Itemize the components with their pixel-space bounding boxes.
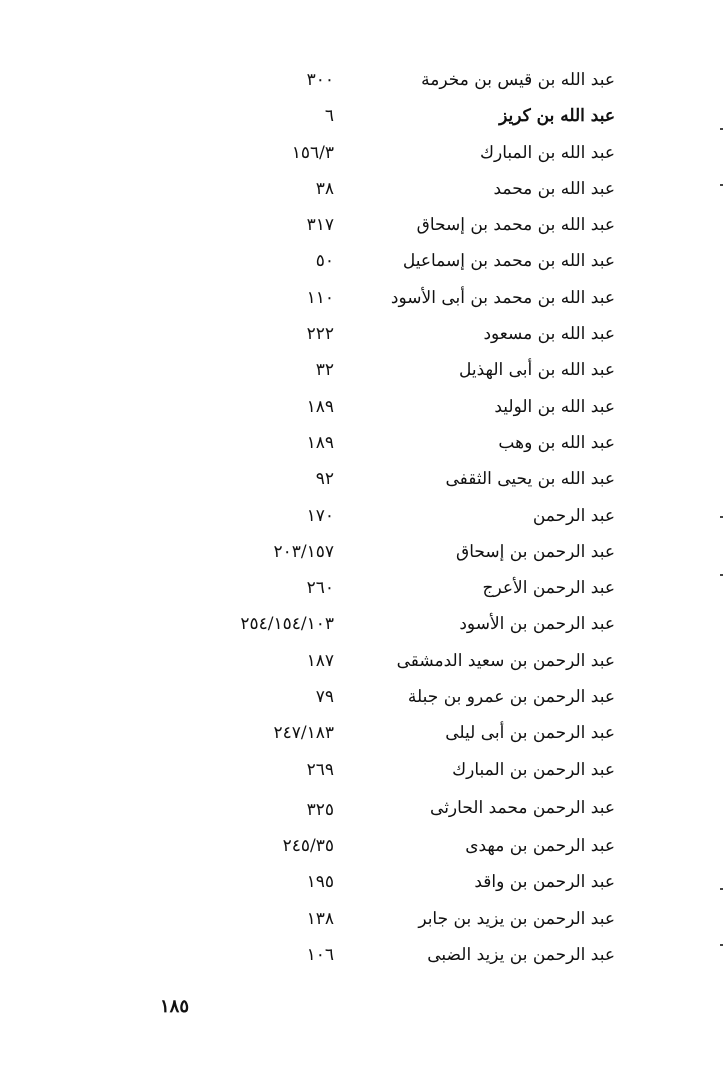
- index-entry: [0, 498, 727, 534]
- entry-name: عبد الرحمن الأعرج: [482, 578, 615, 599]
- entry-page-refs: ٢٥٤/١٥٤/١٠٣: [240, 614, 334, 635]
- index-entry: [0, 570, 727, 606]
- entry-page-refs: ٢٤٥/٣٥: [282, 835, 334, 856]
- entry-name: عبد الرحمن بن سعيد الدمشقى: [396, 650, 615, 671]
- entry-page-refs: ٣١٧: [306, 215, 334, 236]
- entry-name: عبد الرحمن بن واقد: [474, 872, 615, 893]
- entry-page-refs: ١٨٧: [306, 650, 334, 671]
- entry-name: عبد الله بن كريز: [499, 106, 615, 127]
- entry-page-refs: ١٠٦: [306, 944, 334, 965]
- entry-name: عبد الله بن قيس بن مخرمة: [421, 70, 615, 90]
- index-entry: [0, 389, 727, 425]
- index-entry: [0, 461, 727, 497]
- entry-page-refs: ٢٠٣/١٥٧: [273, 541, 334, 562]
- entry-name: عبد الله بن محمد بن إسحاق: [416, 215, 615, 236]
- index-entry: [0, 534, 727, 570]
- index-entry: [0, 98, 727, 134]
- entry-name: عبد الله بن مسعود: [483, 324, 615, 345]
- index-entry: [0, 243, 727, 279]
- entry-name: عبد الله بن محمد بن أبى الأسود: [390, 287, 615, 308]
- scan-edge-mark: [720, 944, 723, 946]
- entry-name: عبد الله بن وهب: [498, 432, 615, 453]
- entry-name: عبد الله بن أبى الهذيل: [458, 360, 615, 381]
- index-entry: [0, 62, 727, 98]
- entry-name: عبد الرحمن بن يزيد بن جابر: [418, 908, 615, 929]
- entry-page-refs: ١٩٥: [306, 872, 334, 893]
- entry-name: عبد الرحمن: [532, 505, 615, 526]
- entry-name: عبد الرحمن محمد الحارثى: [430, 797, 615, 818]
- entry-name: عبد الله بن المبارك: [480, 142, 615, 163]
- index-entry: [0, 316, 727, 352]
- entry-page-refs: ٣٠٠: [306, 70, 334, 90]
- page-number: ١٨٥: [160, 996, 190, 1017]
- entry-name: عبد الله بن يحيى الثقفى: [445, 469, 615, 490]
- index-entry: [0, 643, 727, 679]
- scan-edge-mark: [720, 128, 723, 130]
- entry-page-refs: ١٥٦/٣: [291, 142, 334, 163]
- entry-page-refs: ٣٢: [315, 360, 334, 381]
- index-entry: [0, 679, 727, 715]
- index-entry: [0, 135, 727, 171]
- index-entry: [0, 425, 727, 461]
- entry-name: عبد الرحمن بن أبى ليلى: [445, 723, 615, 744]
- entry-name: عبد الرحمن بن إسحاق: [456, 541, 615, 562]
- scan-edge-mark: [720, 574, 723, 576]
- entry-name: عبد الرحمن بن يزيد الضبى: [427, 944, 615, 965]
- entry-page-refs: ٢٦٠: [306, 578, 334, 599]
- entry-page-refs: ٥٠: [315, 251, 334, 272]
- entry-name: عبد الرحمن بن الأسود: [459, 614, 615, 635]
- entry-name: عبد الرحمن بن مهدى: [465, 835, 615, 856]
- name-index-list: [0, 62, 727, 973]
- index-entry: [0, 901, 727, 937]
- entry-page-refs: ٣٢٥: [306, 799, 334, 820]
- index-entry: [0, 352, 727, 388]
- entry-page-refs: ١٣٨: [306, 908, 334, 929]
- index-entry: [0, 864, 727, 900]
- entry-page-refs: ٧٩: [315, 687, 334, 708]
- entry-name: عبد الله بن محمد بن إسماعيل: [402, 251, 615, 272]
- entry-page-refs: ١٨٩: [306, 396, 334, 417]
- index-entry: [0, 828, 727, 864]
- index-entry: [0, 171, 727, 207]
- entry-name: عبد الله بن الوليد: [494, 396, 615, 417]
- entry-page-refs: ٣٨: [315, 178, 334, 199]
- index-entry: [0, 788, 727, 828]
- entry-page-refs: ١٨٩: [306, 432, 334, 453]
- scan-edge-mark: [720, 516, 723, 518]
- index-entry: [0, 715, 727, 751]
- index-entry: [0, 606, 727, 642]
- entry-name: عبد الله بن محمد: [493, 178, 615, 199]
- index-entry: [0, 280, 727, 316]
- scan-edge-mark: [720, 184, 723, 186]
- entry-name: عبد الرحمن بن عمرو بن جبلة: [407, 687, 615, 708]
- index-entry: [0, 752, 727, 788]
- entry-page-refs: ٩٢: [315, 469, 334, 490]
- scan-edge-mark: [720, 888, 723, 890]
- entry-page-refs: ٢٦٩: [306, 759, 334, 780]
- entry-name: عبد الرحمن بن المبارك: [452, 759, 615, 780]
- index-entry: [0, 937, 727, 973]
- entry-page-refs: ١١٠: [306, 287, 334, 308]
- entry-page-refs: ١٧٠: [306, 505, 334, 526]
- index-entry: [0, 207, 727, 243]
- entry-page-refs: ٢٤٧/١٨٣: [273, 723, 334, 744]
- entry-page-refs: ٦: [324, 106, 334, 127]
- entry-page-refs: ٢٢٢: [306, 324, 334, 345]
